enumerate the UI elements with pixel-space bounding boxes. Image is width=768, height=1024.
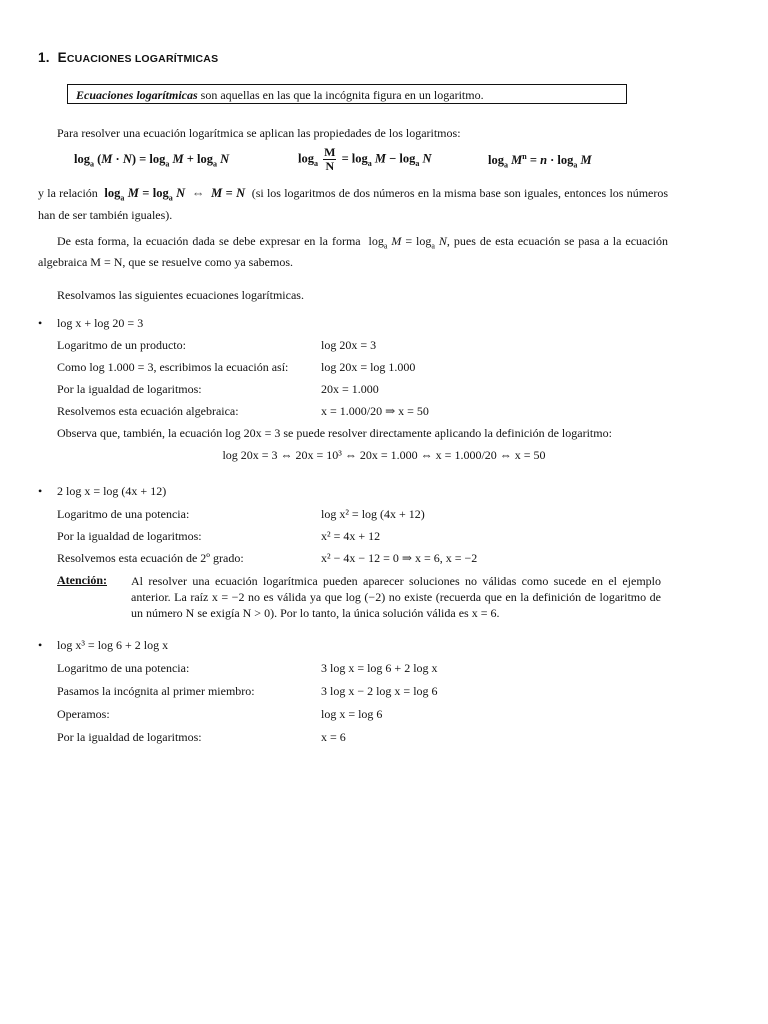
form-pre: De esta forma, la ecuación dada se debe expresar en la forma: [57, 234, 361, 248]
bullet-1: •: [38, 316, 43, 330]
relation-formula: $\log_a M = \log_a N$ ⇔ M = N: [101, 186, 246, 203]
example2-step1-value: log x² = log (4x + 12): [321, 507, 425, 521]
example2-step2-value: x² = 4x + 12: [321, 529, 381, 543]
quotient-denominator: N: [325, 159, 335, 173]
example3-step2-label: Pasamos la incógnita al primer miembro:: [57, 684, 255, 698]
example1-equation: log x + log 20 = 3: [57, 316, 144, 330]
example2-step3-value: x² − 4x − 12 = 0 ⇒ x = 6, x = −2: [321, 551, 478, 565]
attention-text: Al resolver una ecuación logarítmica pueden aparecer soluciones no válidas como sucede en el ejemplo anterior. La raíz x = −2 no es válida ya que log (−2) no existe (recuerda que en la definición de logaritmo de un número N se exigía N > 0). Por lo tanto, la única solución válida es x = 6.: [131, 574, 661, 620]
example3-step4-value: x = 6: [321, 730, 346, 744]
example1-step1-value: log 20x = 3: [321, 338, 377, 352]
property-power: $\log_a M^n = n \cdot \log_a M$: [488, 152, 592, 170]
example1-step4-label: Resolvemos esta ecuación algebraica:: [57, 404, 239, 418]
relation-pre: y la relación: [38, 186, 98, 200]
properties-sentence: Para resolver una ecuación logarítmica se aplican las propiedades de los logaritmos:: [57, 126, 461, 140]
example3-step4-label: Por la igualdad de logaritmos:: [57, 730, 202, 744]
relation-post: (si los logaritmos de dos números en la misma base son iguales, entonces los números han de ser también iguales).: [38, 186, 669, 222]
example3-equation: log x³ = log 6 + 2 log x: [57, 638, 169, 652]
example1-step3-label: Por la igualdad de logaritmos:: [57, 382, 202, 396]
example1-chain: log 20x = 3 ⇔ 20x = 10³ ⇔ 20x = 1.000 ⇔ x = 1.000/20 ⇔ x = 50: [222, 448, 546, 462]
property-quotient: $\log_a$ $\frac{M}{N}$ = $\log_a M - \log_a N$: [298, 145, 432, 173]
example3-step2-value: 3 log x − 2 log x = log 6: [321, 684, 438, 698]
relation-paragraph: [38, 185, 668, 224]
section-title-initial: E: [57, 50, 67, 65]
example2-equation: 2 log x = log (4x + 12): [57, 484, 167, 498]
resolve-sentence: Resolvamos las siguientes ecuaciones logarítmicas.: [57, 288, 304, 302]
form-post: , pues de esta ecuación se pasa a la ecuación algebraica M = N, que se resuelve como ya sabemos.: [38, 234, 669, 270]
quotient-fraction: [323, 146, 336, 173]
example2-step3-label: Resolvemos esta ecuación de 2º grado:: [57, 551, 244, 565]
definition-box: [67, 84, 627, 104]
example3-step1-value: 3 log x = log 6 + 2 log x: [321, 661, 438, 675]
quotient-numerator: M: [324, 145, 336, 159]
example1-note: Observa que, también, la ecuación log 20x = 3 se puede resolver directamente aplicando la definición de logaritmo:: [57, 426, 612, 440]
bullet-3: •: [38, 638, 43, 652]
property-product: $\log_a (M \cdot N) = \log_a M + \log_a N$: [74, 152, 230, 169]
section-title-rest: CUACIONES LOGARÍTMICAS: [66, 53, 219, 65]
definition-text: son aquellas en las que la incógnita figura en un logaritmo.: [197, 88, 484, 102]
example3-step1-label: Logaritmo de una potencia:: [57, 661, 190, 675]
example1-step4-value: x = 1.000/20 ⇒ x = 50: [321, 404, 429, 418]
definition-term: Ecuaciones logarítmicas: [76, 88, 198, 102]
example2-step2-label: Por la igualdad de logaritmos:: [57, 529, 202, 543]
section-number: 1.: [38, 50, 50, 65]
example1-step2-label: Como log 1.000 = 3, escribimos la ecuación así:: [57, 360, 289, 374]
section-heading: [38, 50, 218, 65]
example1-step1-label: Logaritmo de un producto:: [57, 338, 186, 352]
bullet-2: •: [38, 484, 43, 498]
attention-label: Atención:: [57, 573, 107, 587]
example1-step2-value: log 20x = log 1.000: [321, 360, 416, 374]
example3-step3-label: Operamos:: [57, 707, 110, 721]
example2-step1-label: Logaritmo de una potencia:: [57, 507, 190, 521]
form-formula: $\log_a M = \log_a N$: [364, 234, 447, 251]
example1-step3-value: 20x = 1.000: [321, 382, 379, 396]
form-paragraph: [38, 233, 668, 271]
example3-step3-value: log x = log 6: [321, 707, 383, 721]
